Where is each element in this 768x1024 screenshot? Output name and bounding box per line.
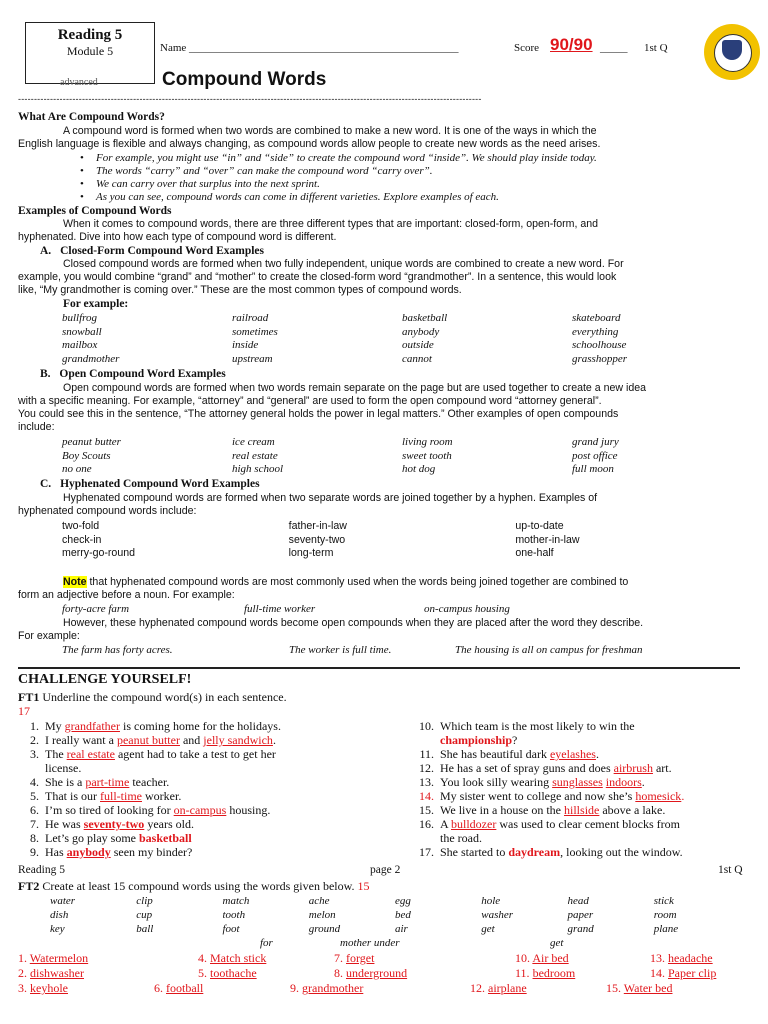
ft2-instruction: FT2 Create at least 15 compound words using the words given below. 15	[18, 879, 370, 893]
divider: -------------------------------------------------------------------------------------------------------------------------------------------------	[18, 94, 482, 104]
score-line: _____	[600, 42, 628, 54]
open-heading: B. Open Compound Word Examples	[40, 368, 226, 380]
ft2-answer-10: 10. Air bed	[515, 951, 569, 965]
hyph-l1: Hyphenated compound words are formed when two separate words are joined together by a hyphen. Examples of	[63, 492, 598, 504]
what-heading: What Are Compound Words?	[18, 111, 165, 123]
ft1-item-11: 11. She has beautiful dark eyelashes.	[419, 747, 599, 761]
note-highlight: Note	[63, 576, 87, 588]
footer-right: 1st Q	[718, 864, 743, 876]
challenge-heading: CHALLENGE YOURSELF!	[18, 672, 192, 687]
ft1-item-14: 14. My sister went to college and now she’s homesick.	[419, 789, 685, 803]
ft1-score: 17	[18, 704, 30, 718]
score-field	[514, 42, 539, 54]
hidden-word: advanced	[60, 77, 98, 88]
ft1-item-10-cont: championship?	[440, 733, 518, 747]
ft1-item-4: 4. She is a part-time teacher.	[30, 775, 170, 789]
school-seal-icon	[704, 24, 760, 80]
ft2-answer-8: 8. underground	[334, 966, 408, 980]
hyph-heading: C. Hyphenated Compound Word Examples	[40, 478, 260, 490]
hyph-word-grid: two-fold father-in-law up-to-date check-in seventy-two mother-in-law merry-go-round long-term one-half	[62, 520, 580, 559]
ft2-answer-4: 4. Match stick	[198, 951, 267, 965]
ft2-word-grid: water clip match ache egg hole head stick dish cup tooth melon bed washer paper room key ball foot ground air get grand plane for mother under get	[50, 895, 679, 949]
ft1-item-13: 13. You look silly wearing sunglasses indoors.	[419, 775, 645, 789]
open-l2: with a specific meaning. For example, “attorney” and “general” are used to form the open compound word “attorney general”.	[18, 395, 602, 407]
ft2-answer-6: 6. football	[154, 981, 204, 995]
ft2-answer-5: 5. toothache	[198, 966, 257, 980]
ft2-answer-9: 9. grandmother	[290, 981, 364, 995]
ft2-answer-2: 2. dishwasher	[18, 966, 84, 980]
what-p1b: English language is flexible and always changing, as compound words allow people to create new words as the need arises.	[18, 138, 601, 150]
ft1-item-7: 7. He was seventy-two years old.	[30, 817, 194, 831]
bullet-1: • For example, you might use “in” and “side” to create the compound word “inside”. We should play inside today.	[80, 152, 597, 164]
closed-heading: A. Closed-Form Compound Word Examples	[40, 245, 264, 257]
course-title: Reading 5	[57, 27, 123, 43]
open-l1: Open compound words are formed when two words remain separate on the page but are used together to create a new idea	[63, 382, 647, 394]
closed-l1: Closed compound words are formed when two fully independent, unique words are combined to create a new word. For	[63, 258, 624, 270]
page-title: Compound Words	[162, 69, 327, 90]
sentence-1: The farm has forty acres.	[62, 644, 173, 656]
name-field[interactable]	[160, 42, 459, 54]
note-line: Note that hyphenated compound words are most commonly used when the words being joined together are combined to	[63, 576, 629, 588]
open-l4: include:	[18, 421, 55, 433]
ft2-answer-13: 13. headache	[650, 951, 713, 965]
ft1-item-10: 10. Which team is the most likely to win the	[419, 719, 635, 733]
ft2-answer-15: 15. Water bed	[606, 981, 673, 995]
sentence-2: The worker is full time.	[289, 644, 392, 656]
adj-example-3: on-campus housing	[424, 603, 510, 615]
ft1-item-2: 2. I really want a peanut butter and jelly sandwich.	[30, 733, 276, 747]
footer-left: Reading 5	[18, 864, 65, 876]
name-line: _________________________________________________	[189, 42, 459, 54]
ft2-answer-12: 12. airplane	[470, 981, 527, 995]
examples-p1: When it comes to compound words, there are three different types that are important: closed-form, open-form, and	[63, 218, 599, 230]
ft2-answer-3: 3. keyhole	[18, 981, 68, 995]
ft1-item-1: 1. My grandfather is coming home for the holidays.	[30, 719, 281, 733]
hyph-l2: hyphenated compound words include:	[18, 505, 197, 517]
ft2-answer-11: 11. bedroom	[515, 966, 576, 980]
what-p1a: A compound word is formed when two words are combined to make a new word. It is one of the ways in which the	[63, 125, 597, 137]
score-value: 90/90	[550, 35, 593, 54]
ft2-answer-14: 14. Paper clip	[650, 966, 717, 980]
ft1-item-12: 12. He has a set of spray guns and does airbrush art.	[419, 761, 672, 775]
name-label: Name	[160, 42, 187, 54]
ft1-item-17: 17. She started to daydream, looking out the window.	[419, 845, 683, 859]
bullet-2: • The words “carry” and “over” can make the compound word “carry over”.	[80, 165, 433, 177]
open-l3: You could see this in the sentence, “The attorney general holds the power in legal matters.” Other examples of open compounds	[18, 408, 619, 420]
closed-for-example: For example:	[63, 298, 129, 310]
adj-example-2: full-time worker	[244, 603, 316, 615]
open-word-grid: peanut butter ice cream living room grand jury Boy Scouts real estate sweet tooth post office no one high school hot dog full moon	[62, 436, 619, 475]
however-line: However, these hyphenated compound words become open compounds when they are placed after the word they describe.	[63, 617, 644, 629]
ft1-item-16: 16. A bulldozer was used to clear cement blocks from	[419, 817, 680, 831]
ft1-item-6: 6. I’m so tired of looking for on-campus housing.	[30, 803, 271, 817]
sentence-3: The housing is all on campus for freshman	[455, 644, 643, 656]
quarter-label: 1st Q	[644, 42, 668, 54]
ft1-item-5: 5. That is our full-time worker.	[30, 789, 182, 803]
ft2-answer-7: 7. forget	[334, 951, 375, 965]
ft2-answer-1: 1. Watermelon	[18, 951, 89, 965]
examples-p2: hyphenated. Dive into how each type of compound word is different.	[18, 231, 337, 243]
closed-l2: example, you would combine “grand” and “mother” to create the closed-form word “grandmother”. In a sentence, this would look	[18, 271, 617, 283]
course-module: Module 5	[66, 44, 114, 58]
note-l2: form an adjective before a noun. For example:	[18, 589, 235, 601]
ft1-instruction: FT1 Underline the compound word(s) in each sentence.	[18, 690, 287, 704]
closed-l3: like, “My grandmother is coming over.” These are the most common types of compound words.	[18, 284, 462, 296]
course-box	[25, 22, 155, 84]
ft1-item-9: 9. Has anybody seen my binder?	[30, 845, 193, 859]
ft1-item-8: 8. Let’s go play some basketball	[30, 831, 192, 845]
closed-word-grid: bullfrog railroad basketball skateboard snowball sometimes anybody everything mailbox inside outside schoolhouse grandmother upstream cannot grasshopper	[62, 312, 628, 365]
however-for-example: For example:	[18, 630, 80, 642]
ft1-item-3: 3. The real estate agent had to take a test to get her	[30, 747, 276, 761]
examples-heading: Examples of Compound Words	[18, 205, 172, 217]
bullet-4: • As you can see, compound words can come in different varieties. Explore examples of each.	[80, 191, 499, 203]
bullet-3: • We can carry over that surplus into the next sprint.	[80, 178, 320, 190]
footer-center: page 2	[370, 864, 401, 876]
ft1-item-16-cont: the road.	[440, 831, 482, 845]
ft1-item-3-cont: license.	[45, 761, 82, 775]
adj-example-1: forty-acre farm	[62, 603, 130, 615]
ft1-item-15: 15. We live in a house on the hillside above a lake.	[419, 803, 666, 817]
section-rule	[18, 667, 740, 669]
score-label: Score	[514, 42, 540, 54]
